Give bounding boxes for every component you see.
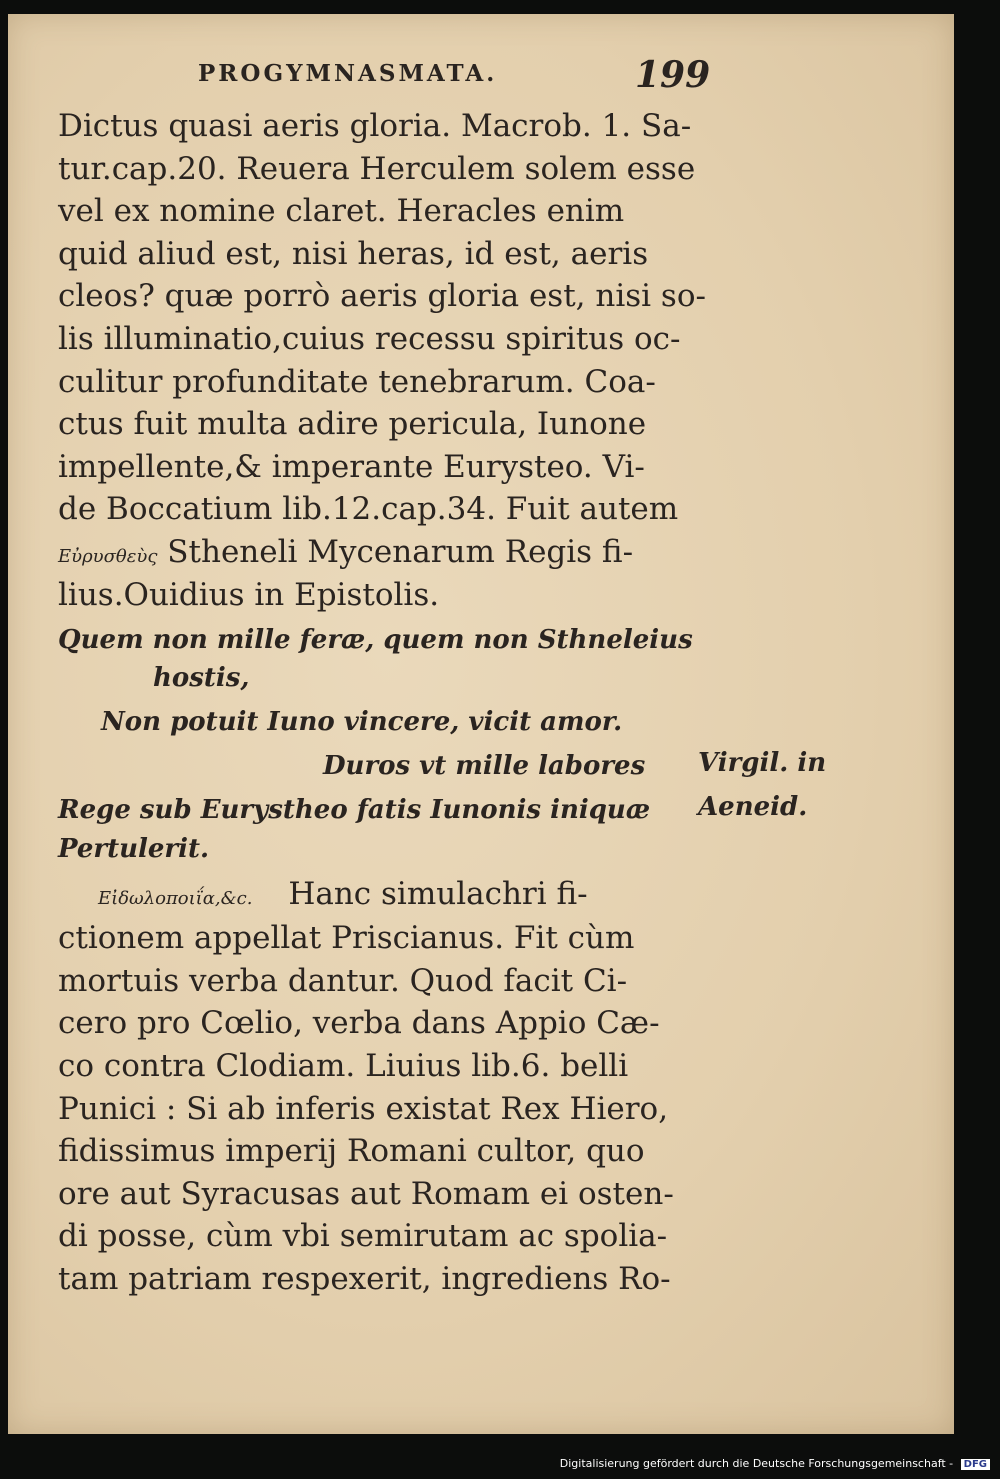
body-line: cero pro Cœlio, verba dans Appio Cæ- [58,1005,660,1041]
body-line: culitur profunditate tenebrarum. Coa- [58,364,656,400]
page-number: 199 [635,54,711,96]
body-line: co contra Clodiam. Liuius lib.6. belli [58,1048,629,1084]
verse-line: Rege sub Eurystheo fatis Iunonis iniquæ [58,795,651,825]
body-line-eurystheus [58,532,633,577]
body-line: vel ex nomine claret. Heracles enim [58,193,625,229]
body-line: ctus fuit multa adire pericula, Iunone [58,406,647,442]
body-line: quid aliud est, nisi heras, id est, aeris [58,236,649,272]
body-line: mortuis verba dantur. Quod facit Ci- [58,963,628,999]
body-line: Punici : Si ab inferis existat Rex Hiero, [58,1091,669,1127]
dfg-logo: DFG [961,1459,990,1470]
body-line: di posse, cùm vbi semirutam ac spolia- [58,1218,668,1254]
verse-line: Pertulerit. [58,834,210,864]
body-line: lius.Ouidius in Epistolis. [58,577,440,613]
verse-line: Quem non mille feræ, quem non Sthneleius [58,625,693,655]
body-line: ore aut Syracusas aut Romam ei osten- [58,1176,674,1212]
line-text: Stheneli Mycenarum Regis fi- [167,534,634,570]
verse-line: Duros vt mille labores [323,751,646,781]
body-line: tam patriam respexerit, ingrediens Ro- [58,1261,671,1297]
greek-word: Εὐρυσθεὺς [58,546,158,567]
body-line: de Boccatium lib.12.cap.34. Fuit autem [58,491,679,527]
body-line: tur.cap.20. Reuera Herculem solem esse [58,151,696,187]
body-line: Dictus quasi aeris gloria. Macrob. 1. Sa- [58,108,692,144]
body-line: lis illuminatio,cuius recessu spiritus oc- [58,321,681,357]
body-line: fidissimus imperij Romani cultor, quo [58,1133,645,1169]
verse-line: Non potuit Iuno vincere, vicit amor. [101,707,623,737]
body-line-eidolopoiia [98,874,588,919]
margin-note-line: Virgil. in [698,748,827,778]
running-title: PROGYMNASMATA. [198,60,498,87]
page-text-area [8,14,954,1434]
verse-line: hostis, [153,663,250,693]
digitization-credit [560,1457,990,1470]
body-line: impellente,& imperante Eurysteo. Vi- [58,449,645,485]
body-line: cleos? quæ porrò aeris gloria est, nisi so- [58,278,706,314]
credit-text: Digitalisierung gefördert durch die Deutsche Forschungsgemeinschaft - [559,1457,954,1470]
body-line: ctionem appellat Priscianus. Fit cùm [58,920,635,956]
book-page [8,14,954,1434]
greek-word: Εἰδωλοποιΐα,&c. [98,888,253,909]
margin-note-line: Aeneid. [698,792,808,822]
line-text: Hanc simulachri fi- [288,876,588,912]
